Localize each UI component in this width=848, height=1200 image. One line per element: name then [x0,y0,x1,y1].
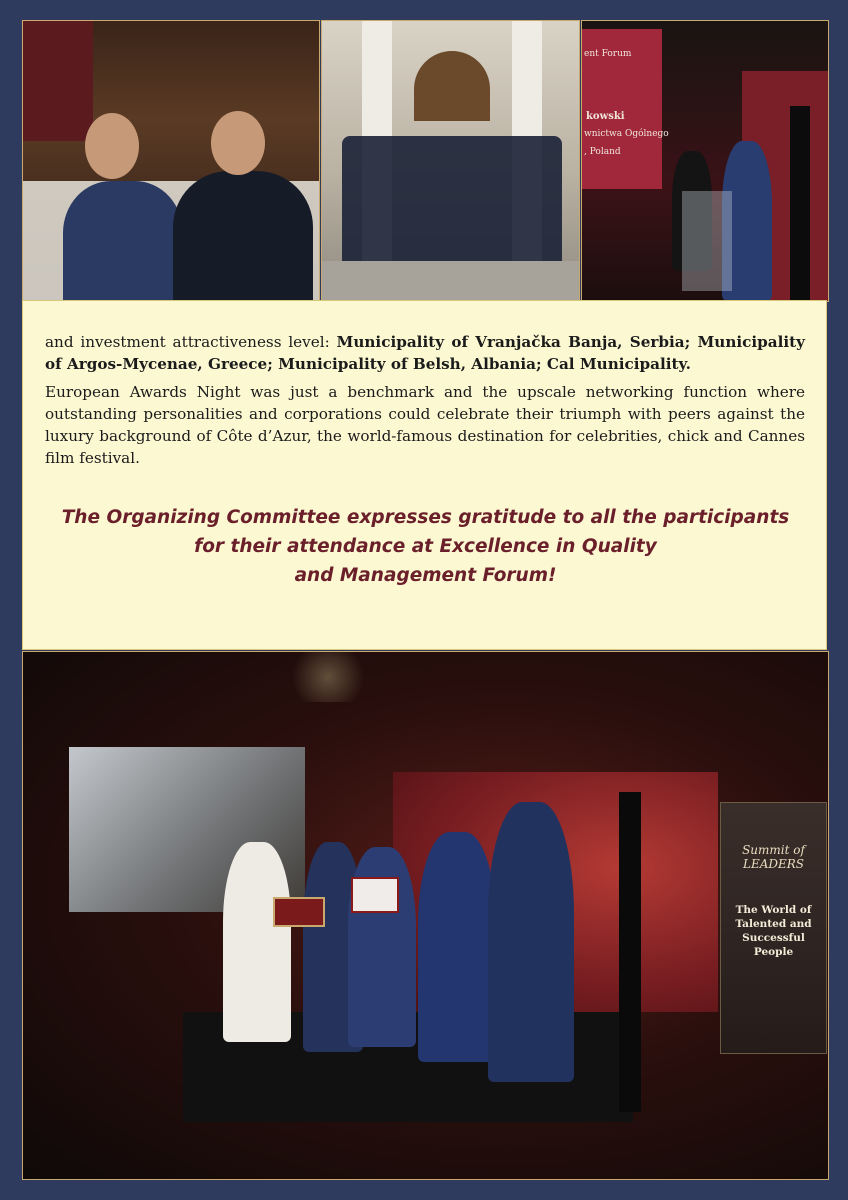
presenter-woman [223,842,291,1042]
sign-subtitle: The World of Talented and Successful People [735,904,812,958]
sign-title: Summit of LEADERS [742,843,805,871]
article-panel [22,300,827,650]
gratitude-line-3: and Management Forum! [294,565,557,586]
banner-text-3: wnictwa Ogólnego [584,129,669,139]
photo-award-ceremony [22,651,829,1180]
awardee-4 [488,802,574,1082]
event-banner [23,21,93,141]
municipalities-list: Municipality of Vranjačka Banja, Serbia; Municipality of Argos-Mycenae, Greece; Municipality of Belsh, Albania; Cal Municipality. [45,333,805,373]
glass-podium [682,191,732,291]
gratitude-line-1: The Organizing Committee expresses gratitude to all the participants [61,507,790,528]
gratitude-message [23,503,828,590]
guest-1 [63,181,183,302]
chandelier [283,652,373,702]
guest-1-head [85,113,139,179]
paragraph-1-lead: and investment attractiveness level: [45,333,337,351]
photo-seated-guests [22,20,320,302]
guest-2 [173,171,313,302]
photo-group-stairs [321,20,580,302]
speaker-column [619,792,641,1112]
article-paragraph-2: European Awards Night was just a benchmark and the upscale networking function where outstanding personalities and corporations could celebrate their triumph with peers against the luxury background of Côte d’Azur, the world-famous destination for celebrities, chick and Cannes film festival. [45,383,805,467]
gratitude-line-2: for their attendance at Excellence in Quality [194,536,657,557]
summit-of-leaders-sign [720,802,827,1054]
guest-2-head [211,111,265,175]
photo-podium-speech [581,20,829,302]
stairs [322,261,579,301]
banner-text-1: ent Forum [584,49,632,59]
award-plaque [273,897,325,927]
award-certificate [351,877,399,913]
banner-text-2: kowski [586,111,625,122]
awardee-3 [418,832,496,1062]
banner-text-4: , Poland [584,147,621,157]
article-paragraph-1 [45,331,805,375]
speaker-column [790,106,810,301]
doorway [414,51,490,121]
